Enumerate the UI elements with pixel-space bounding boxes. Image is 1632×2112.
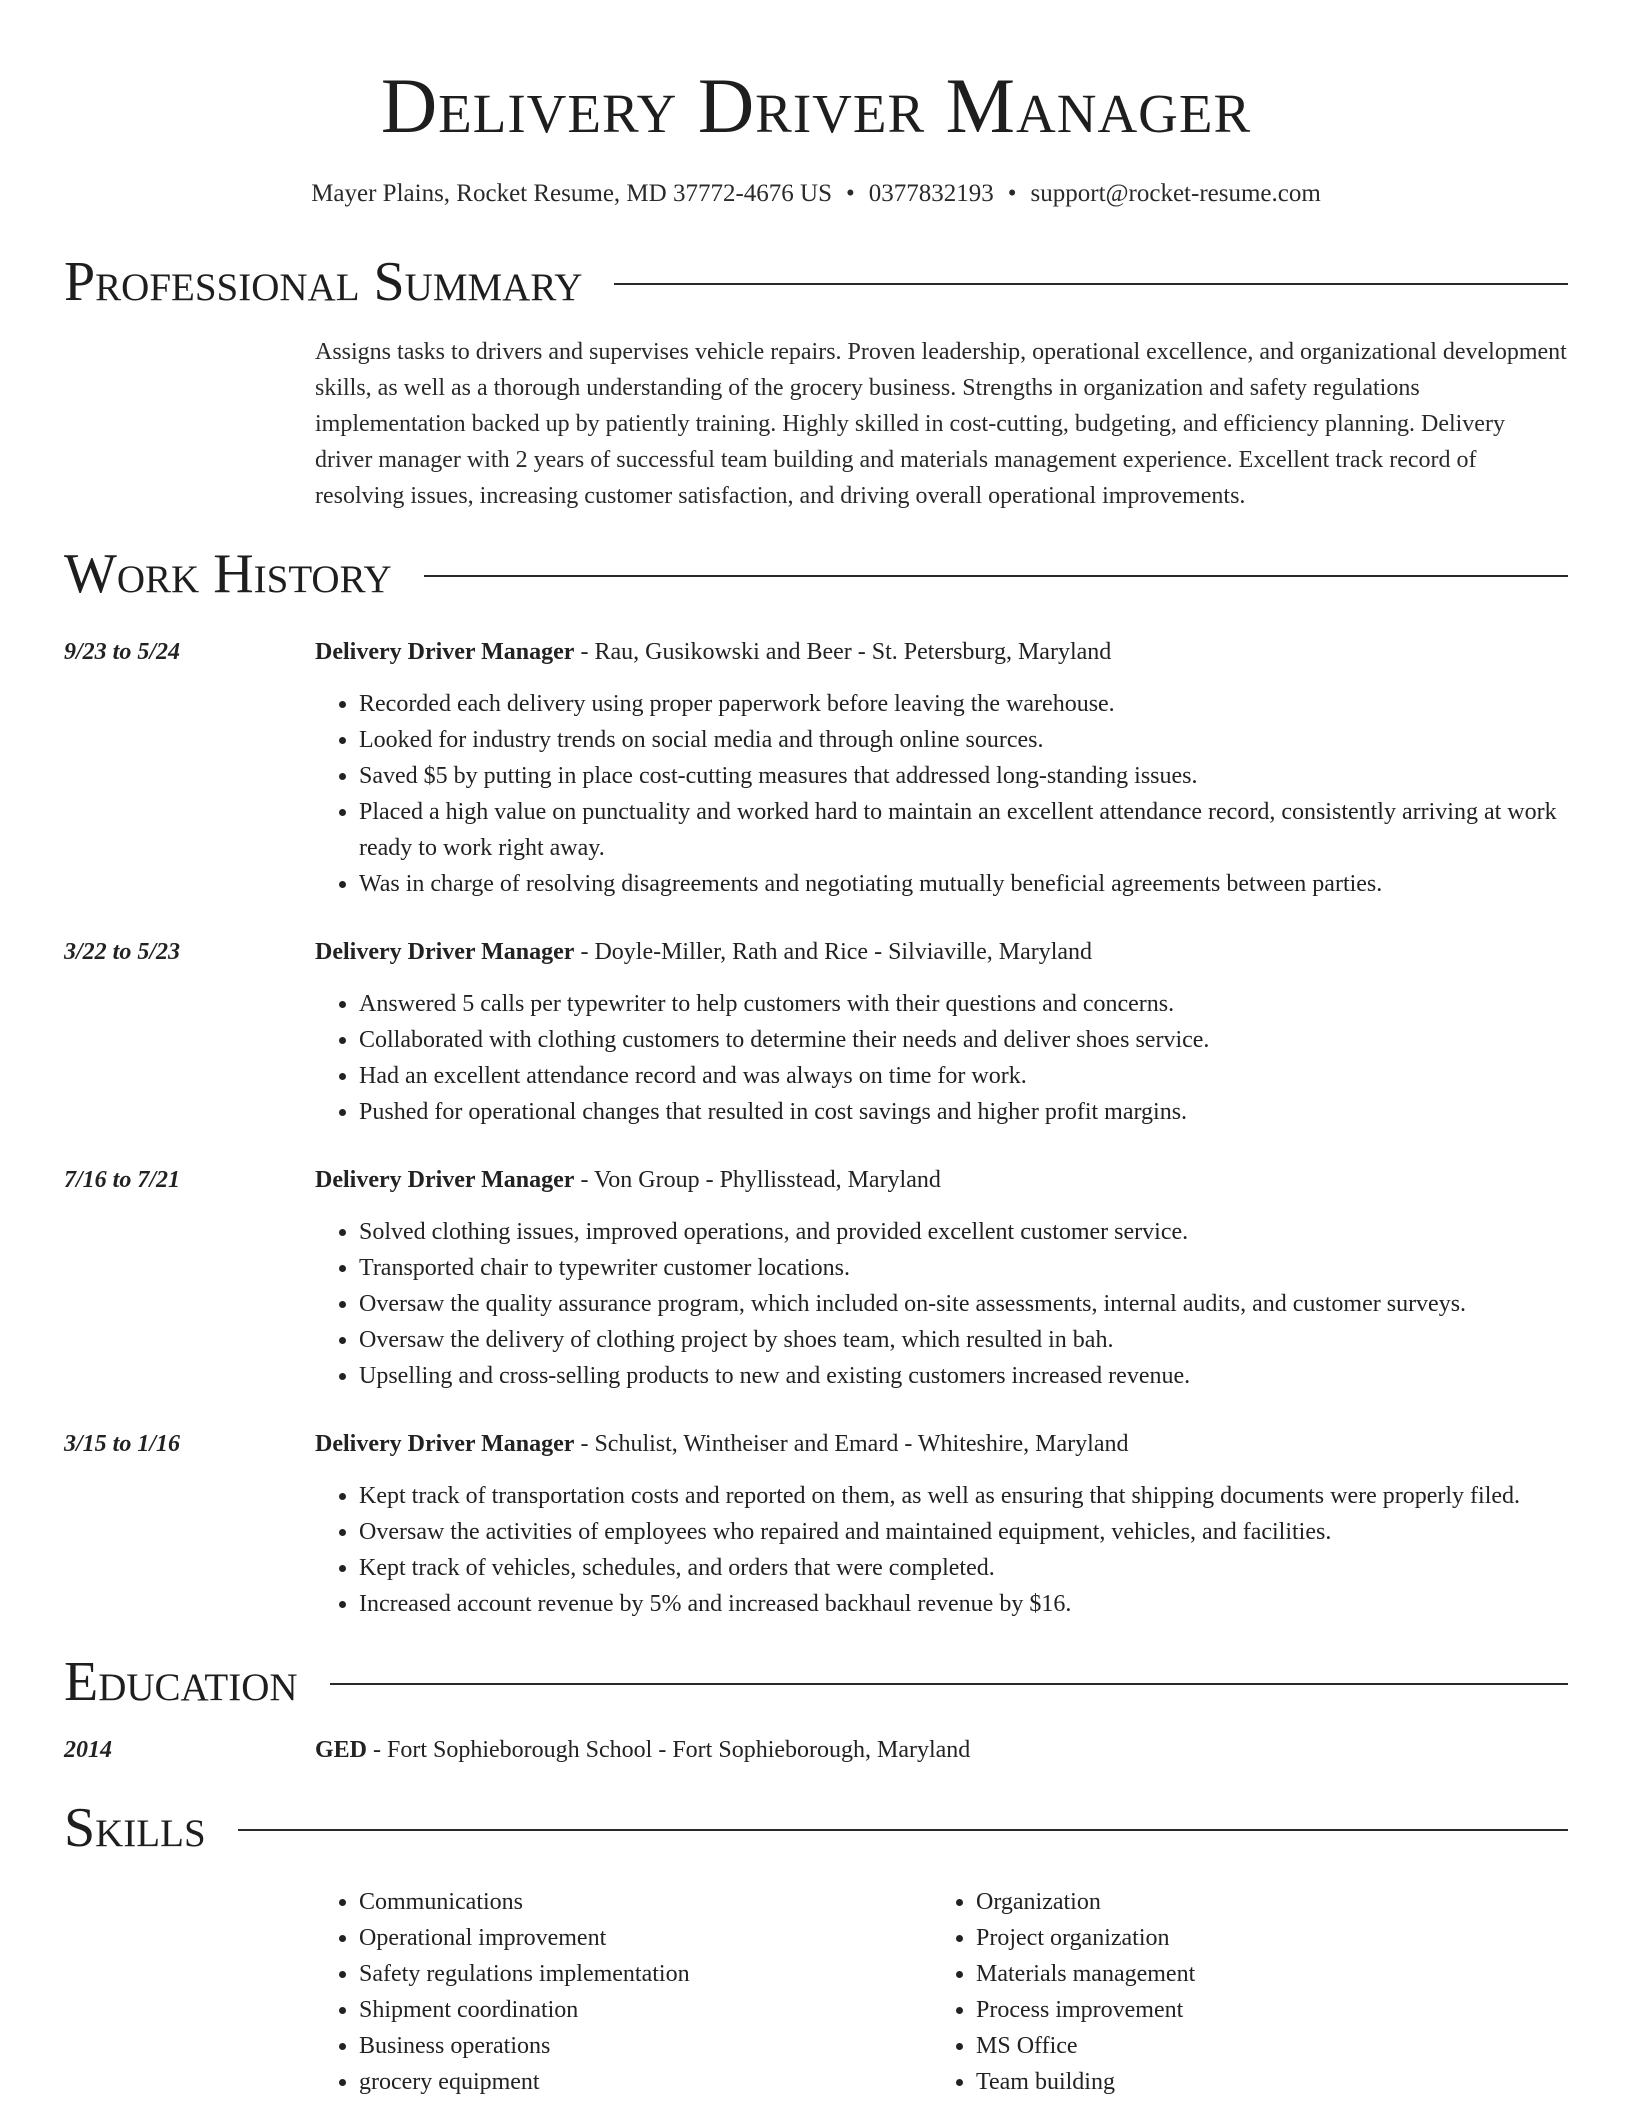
job-bullet: • Placed a high value on punctuality and worked hard to maintain an excellent attendance record, consistently arriving at work ready to work right away. [359, 794, 1568, 866]
section-title-skills: Skills [64, 1797, 206, 1859]
job-entry [64, 1162, 1568, 1394]
job-header [64, 634, 1568, 670]
summary-text: Assigns tasks to drivers and supervises vehicle repairs. Proven leadership, operational excellence, and organizational development skills, as well as a thorough understanding of the grocery business. Strengths in organization and safety regulations implementation backed up by patiently training. Highly skilled in cost-cutting, budgeting, and efficiency planning. Delivery driver manager with 2 years of successful team building and materials management experience. Excellent track record of resolving issues, increasing customer satisfaction, and driving overall operational improvements. [315, 339, 1567, 509]
job-title: Delivery Driver Manager [315, 639, 575, 665]
job-bullet: • Kept track of transportation costs and reported on them, as well as ensuring that shipping documents were properly filed. [359, 1478, 1568, 1514]
skills-list [315, 1884, 1568, 2100]
skills-column-right [932, 1884, 1549, 2100]
job-bullets [315, 986, 1568, 1130]
skill-item: • MS Office [976, 2028, 1549, 2064]
section-title-work: Work History [64, 543, 392, 605]
job-bullet: • Pushed for operational changes that resulted in cost savings and higher profit margins. [359, 1094, 1568, 1130]
job-bullet: • Answered 5 calls per typewriter to help customers with their questions and concerns. [359, 986, 1568, 1022]
job-employer-location: - Rau, Gusikowski and Beer - St. Petersburg, Maryland [574, 639, 1112, 665]
job-bullet: • Upselling and cross-selling products to new and existing customers increased revenue. [359, 1358, 1568, 1394]
education-details-line [315, 1732, 1568, 1768]
job-employer-location: - Von Group - Phyllisstead, Maryland [574, 1167, 941, 1193]
candidate-name: Delivery Driver Manager [380, 62, 1252, 149]
job-header [64, 934, 1568, 970]
section-header-education [64, 1648, 1568, 1716]
job-bullet: • Increased account revenue by 5% and increased backhaul revenue by $16. [359, 1586, 1568, 1622]
skill-item: • Project organization [976, 1920, 1549, 1956]
section-divider [424, 575, 1568, 577]
skill-item: • Materials management [976, 1956, 1549, 1992]
job-bullet: • Had an excellent attendance record and was always on time for work. [359, 1058, 1568, 1094]
job-bullet: • Kept track of vehicles, schedules, and orders that were completed. [359, 1550, 1568, 1586]
section-title-summary: Professional Summary [64, 251, 583, 313]
skill-item: • Shipment coordination [359, 1992, 932, 2028]
job-heading [315, 934, 1568, 970]
job-bullets [315, 1478, 1568, 1622]
job-employer-location: - Schulist, Wintheiser and Emard - Whiteshire, Maryland [574, 1431, 1129, 1457]
section-divider [614, 283, 1568, 285]
job-title: Delivery Driver Manager [315, 939, 575, 965]
job-title: Delivery Driver Manager [315, 1431, 575, 1457]
job-dates: 9/23 to 5/24 [64, 639, 181, 665]
section-header-summary [64, 248, 1568, 316]
job-bullets-wrapper [315, 1214, 1568, 1394]
skill-item: • Safety regulations implementation [359, 1956, 932, 1992]
work-history-list [64, 634, 1568, 1622]
job-bullets-wrapper [315, 686, 1568, 902]
contact-address: Mayer Plains, Rocket Resume, MD 37772-4676 US [311, 180, 832, 207]
job-bullets [315, 686, 1568, 902]
contact-separator: • [1007, 180, 1017, 207]
section-divider [238, 1829, 1568, 1831]
section-title-education: Education [64, 1651, 298, 1713]
job-header [64, 1162, 1568, 1198]
job-bullet: • Was in charge of resolving disagreements and negotiating mutually beneficial agreements between parties. [359, 866, 1568, 902]
skill-item: • Process improvement [976, 1992, 1549, 2028]
contact-separator: • [845, 180, 855, 207]
job-entry [64, 1426, 1568, 1622]
job-heading [315, 634, 1568, 670]
skill-item: • Organization [976, 1884, 1549, 1920]
job-dates: 7/16 to 7/21 [64, 1167, 181, 1193]
job-bullets-wrapper [315, 1478, 1568, 1622]
contact-line [64, 178, 1568, 210]
skill-item: • Business operations [359, 2028, 932, 2064]
skill-item: • Operational improvement [359, 1920, 932, 1956]
job-bullets-wrapper [315, 986, 1568, 1130]
education-details: - Fort Sophieborough School - Fort Sophieborough, Maryland [367, 1737, 971, 1763]
resume-page [64, 0, 1568, 2100]
job-entry [64, 934, 1568, 1130]
job-entry [64, 634, 1568, 902]
job-bullet: • Saved $5 by putting in place cost-cutting measures that addressed long-standing issues. [359, 758, 1568, 794]
job-bullet: • Looked for industry trends on social media and through online sources. [359, 722, 1568, 758]
contact-phone: 0377832193 [868, 180, 994, 207]
job-bullet: • Transported chair to typewriter customer locations. [359, 1250, 1568, 1286]
skills-column-left [315, 1884, 932, 2100]
job-title: Delivery Driver Manager [315, 1167, 575, 1193]
skill-item: • grocery equipment [359, 2064, 932, 2100]
job-dates: 3/22 to 5/23 [64, 939, 181, 965]
job-header [64, 1426, 1568, 1462]
skill-item: • Team building [976, 2064, 1549, 2100]
job-dates: 3/15 to 1/16 [64, 1431, 181, 1457]
job-bullet: • Solved clothing issues, improved operations, and provided excellent customer service. [359, 1214, 1568, 1250]
job-bullet: • Collaborated with clothing customers to determine their needs and deliver shoes service. [359, 1022, 1568, 1058]
education-degree: GED [315, 1737, 368, 1763]
contact-email: support@rocket-resume.com [1030, 180, 1321, 207]
job-bullet: • Oversaw the quality assurance program, which included on-site assessments, internal audits, and customer surveys. [359, 1286, 1568, 1322]
section-divider [330, 1683, 1568, 1685]
job-heading [315, 1162, 1568, 1198]
job-employer-location: - Doyle-Miller, Rath and Rice - Silviaville, Maryland [574, 939, 1093, 965]
job-heading [315, 1426, 1568, 1462]
job-bullet: • Oversaw the activities of employees who repaired and maintained equipment, vehicles, and facilities. [359, 1514, 1568, 1550]
education-entry [64, 1732, 1568, 1768]
education-year: 2014 [64, 1737, 112, 1763]
job-bullets [315, 1214, 1568, 1394]
section-header-skills [64, 1794, 1568, 1862]
job-bullet: • Recorded each delivery using proper paperwork before leaving the warehouse. [359, 686, 1568, 722]
section-header-work [64, 540, 1568, 608]
skill-item: • Communications [359, 1884, 932, 1920]
job-bullet: • Oversaw the delivery of clothing project by shoes team, which resulted in bah. [359, 1322, 1568, 1358]
